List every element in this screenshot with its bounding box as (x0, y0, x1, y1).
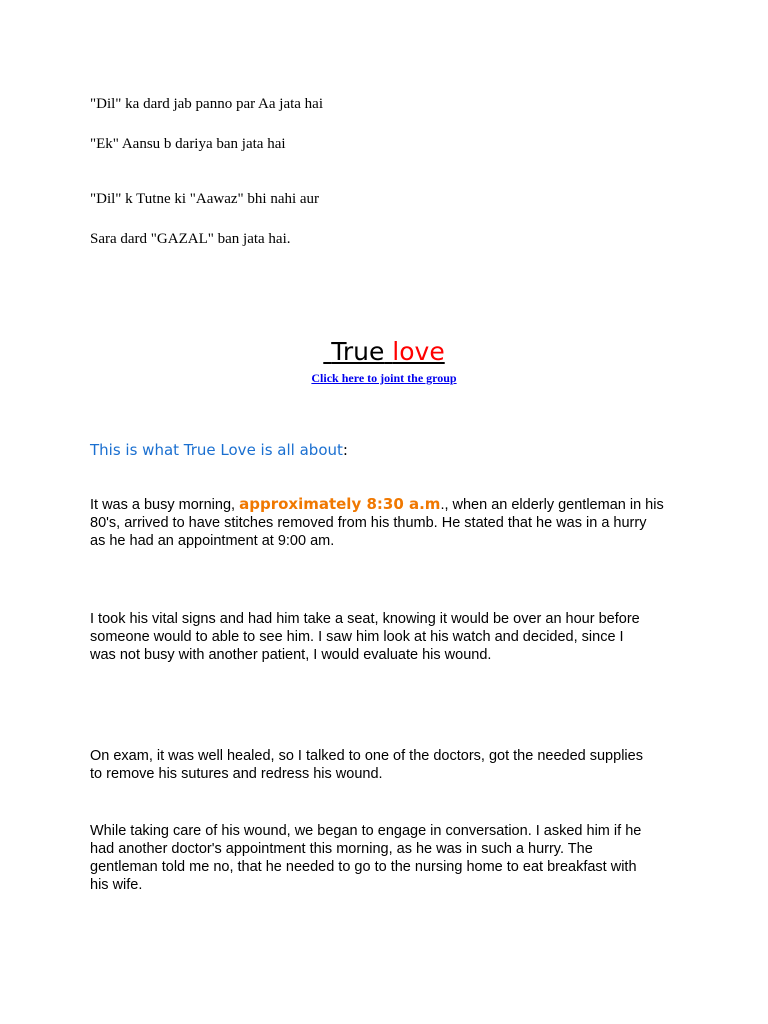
paragraph-1-line-1 (90, 495, 730, 514)
paragraph-4-line-3: gentleman told me no, that he needed to go to the nursing home to eat breakfast with (90, 859, 637, 875)
paragraph-4-line-4: his wife. (90, 877, 143, 893)
title-word-love: love (392, 337, 445, 366)
intro-line (90, 440, 348, 460)
paragraph-2-line-2: someone would to able to see him. I saw him look at his watch and decided, since I (90, 629, 624, 645)
poem-line-1: "Dil" ka dard jab panno par Aa jata hai (90, 96, 323, 112)
paragraph-1 (90, 495, 730, 550)
paragraph-2 (90, 610, 730, 664)
poem-line-4: Sara dard "GAZAL" ban jata hai. (90, 231, 291, 247)
paragraph-3-line-1: On exam, it was well healed, so I talked to one of the doctors, got the needed supplies (90, 748, 643, 764)
paragraph-4 (90, 822, 730, 894)
paragraph-1-line-3: as he had an appointment at 9:00 am. (90, 533, 335, 549)
paragraph-2-line-1: I took his vital signs and had him take a seat, knowing it would be over an hour before (90, 611, 640, 627)
join-group-link[interactable]: Click here to joint the group (311, 371, 457, 385)
paragraph-4-line-1: While taking care of his wound, we began to engage in conversation. I asked him if he (90, 823, 642, 839)
paragraph-1-line-2: 80's, arrived to have stitches removed from his thumb. He stated that he was in a hurry (90, 515, 647, 531)
paragraph-3 (90, 747, 730, 783)
page-title (0, 336, 768, 368)
poem-line-2: "Ek" Aansu b dariya ban jata hai (90, 136, 286, 152)
title-word-true: True (331, 337, 385, 366)
time-highlight: approximately 8:30 a.m (239, 495, 441, 513)
intro-suffix: : (342, 441, 348, 459)
p1-after: ., when an elderly gentleman in his (440, 497, 664, 513)
paragraph-3-line-2: to remove his sutures and redress his wound. (90, 766, 383, 782)
intro-highlight: This is what True Love is all about (90, 441, 343, 459)
p1-before: It was a busy morning, (90, 497, 240, 513)
poem-line-3: "Dil" k Tutne ki "Aawaz" bhi nahi aur (90, 191, 320, 207)
paragraph-2-line-3: was not busy with another patient, I would evaluate his wound. (90, 647, 492, 663)
paragraph-4-line-2: had another doctor's appointment this morning, as he was in such a hurry. The (90, 841, 593, 857)
